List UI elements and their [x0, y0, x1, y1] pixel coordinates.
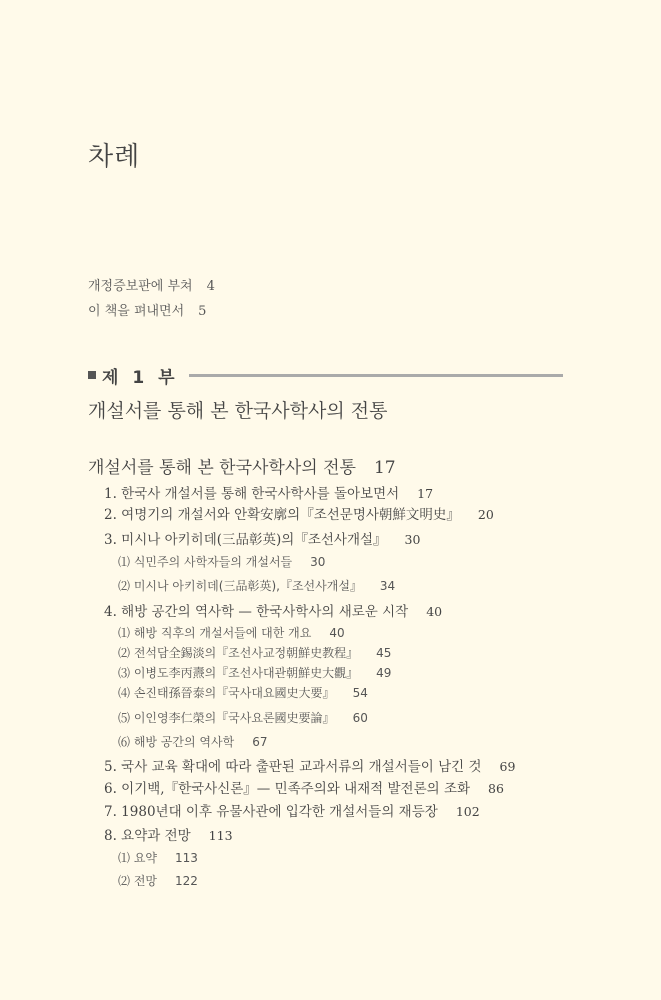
- entry-page: 60: [352, 711, 368, 725]
- entry-label: 개정증보판에 부쳐: [88, 279, 193, 294]
- entry-label: ⑹ 해방 공간의 역사학: [118, 735, 235, 749]
- toc-entry[interactable]: [118, 664, 391, 681]
- entry-label: 5. 국사 교육 확대에 따라 출판된 교과서류의 개설서들이 남긴 것: [104, 759, 482, 775]
- entry-label: ⑵ 전망: [118, 874, 157, 888]
- toc-entry[interactable]: [104, 482, 433, 502]
- entry-label: ⑴ 해방 직후의 개설서들에 대한 개요: [118, 626, 312, 640]
- entry-page: 20: [477, 507, 494, 522]
- entry-page: 113: [175, 851, 198, 865]
- entry-page: 122: [175, 874, 198, 888]
- entry-page: 113: [208, 828, 233, 843]
- divider: [189, 374, 563, 377]
- entry-page: 34: [379, 579, 396, 593]
- toc-entry[interactable]: [118, 733, 267, 750]
- entry-page: 86: [488, 781, 504, 796]
- entry-page: 69: [499, 759, 516, 774]
- entry-label: ⑷ 손진태孫晉泰의『국사대요國史大要』: [118, 686, 335, 700]
- entry-page: 45: [376, 646, 392, 660]
- toc-entry[interactable]: [104, 800, 480, 820]
- entry-label: 3. 미시나 아키히데(三品彰英)의『조선사개설』: [104, 532, 387, 548]
- toc-entry[interactable]: [104, 755, 515, 775]
- part-heading: [88, 364, 563, 386]
- toc-entry[interactable]: [118, 644, 391, 661]
- entry-page: 30: [404, 532, 421, 547]
- part-label: 제 1 부: [102, 367, 179, 388]
- entry-label: 4. 해방 공간의 역사학 — 한국사학사의 새로운 시작: [104, 604, 409, 620]
- toc-chapter[interactable]: [88, 453, 396, 478]
- toc-entry[interactable]: [118, 709, 368, 726]
- toc-entry[interactable]: [118, 577, 395, 594]
- entry-page: 30: [310, 555, 326, 569]
- entry-page: 40: [329, 626, 345, 640]
- entry-page: 54: [352, 686, 368, 700]
- entry-label: 개설서를 통해 본 한국사학사의 전통: [88, 458, 356, 478]
- entry-label: 2. 여명기의 개설서와 안확安廓의『조선문명사朝鮮文明史』: [104, 507, 460, 523]
- entry-label: ⑶ 이병도李丙燾의『조선사대관朝鮮史大觀』: [118, 666, 359, 680]
- entry-page: 17: [373, 458, 396, 478]
- entry-page: 49: [376, 666, 392, 680]
- toc-entry[interactable]: [118, 872, 198, 889]
- toc-entry[interactable]: [104, 528, 420, 548]
- toc-entry[interactable]: [104, 503, 494, 523]
- entry-label: 6. 이기백,『한국사신론』— 민족주의와 내재적 발전론의 조화: [104, 781, 471, 797]
- entry-label: ⑴ 식민주의 사학자들의 개설서들: [118, 555, 293, 569]
- square-bullet-icon: [88, 371, 96, 379]
- toc-entry[interactable]: [118, 684, 368, 701]
- entry-label: ⑵ 전석담全錫淡의『조선사교정朝鮮史教程』: [118, 646, 359, 660]
- entry-page: 17: [417, 486, 434, 501]
- entry-page: 4: [206, 279, 215, 294]
- toc-entry[interactable]: [104, 824, 233, 844]
- entry-page: 102: [455, 804, 480, 819]
- entry-label: ⑸ 이인영李仁榮의『국사요론國史要論』: [118, 711, 335, 725]
- toc-entry[interactable]: [104, 777, 504, 797]
- entry-label: 8. 요약과 전망: [104, 828, 191, 844]
- toc-entry[interactable]: [118, 624, 345, 641]
- toc-front-item[interactable]: [88, 275, 215, 294]
- entry-page: 5: [198, 304, 207, 319]
- entry-label: ⑵ 미시나 아키히데(三品彰英),『조선사개설』: [118, 579, 362, 593]
- entry-page: 40: [426, 604, 443, 619]
- entry-label: 이 책을 펴내면서: [88, 304, 185, 319]
- toc-entry[interactable]: [104, 600, 442, 620]
- part-title: 개설서를 통해 본 한국사학사의 전통: [88, 400, 388, 422]
- entry-page: 67: [252, 735, 268, 749]
- entry-label: 1. 한국사 개설서를 통해 한국사학사를 돌아보면서: [104, 486, 400, 502]
- toc-entry[interactable]: [118, 553, 325, 570]
- entry-label: 7. 1980년대 이후 유물사관에 입각한 개설서들의 재등장: [104, 804, 438, 820]
- entry-label: ⑴ 요약: [118, 851, 157, 865]
- toc-front-item[interactable]: [88, 300, 206, 319]
- page-title: 차례: [88, 142, 141, 172]
- toc-entry[interactable]: [118, 849, 198, 866]
